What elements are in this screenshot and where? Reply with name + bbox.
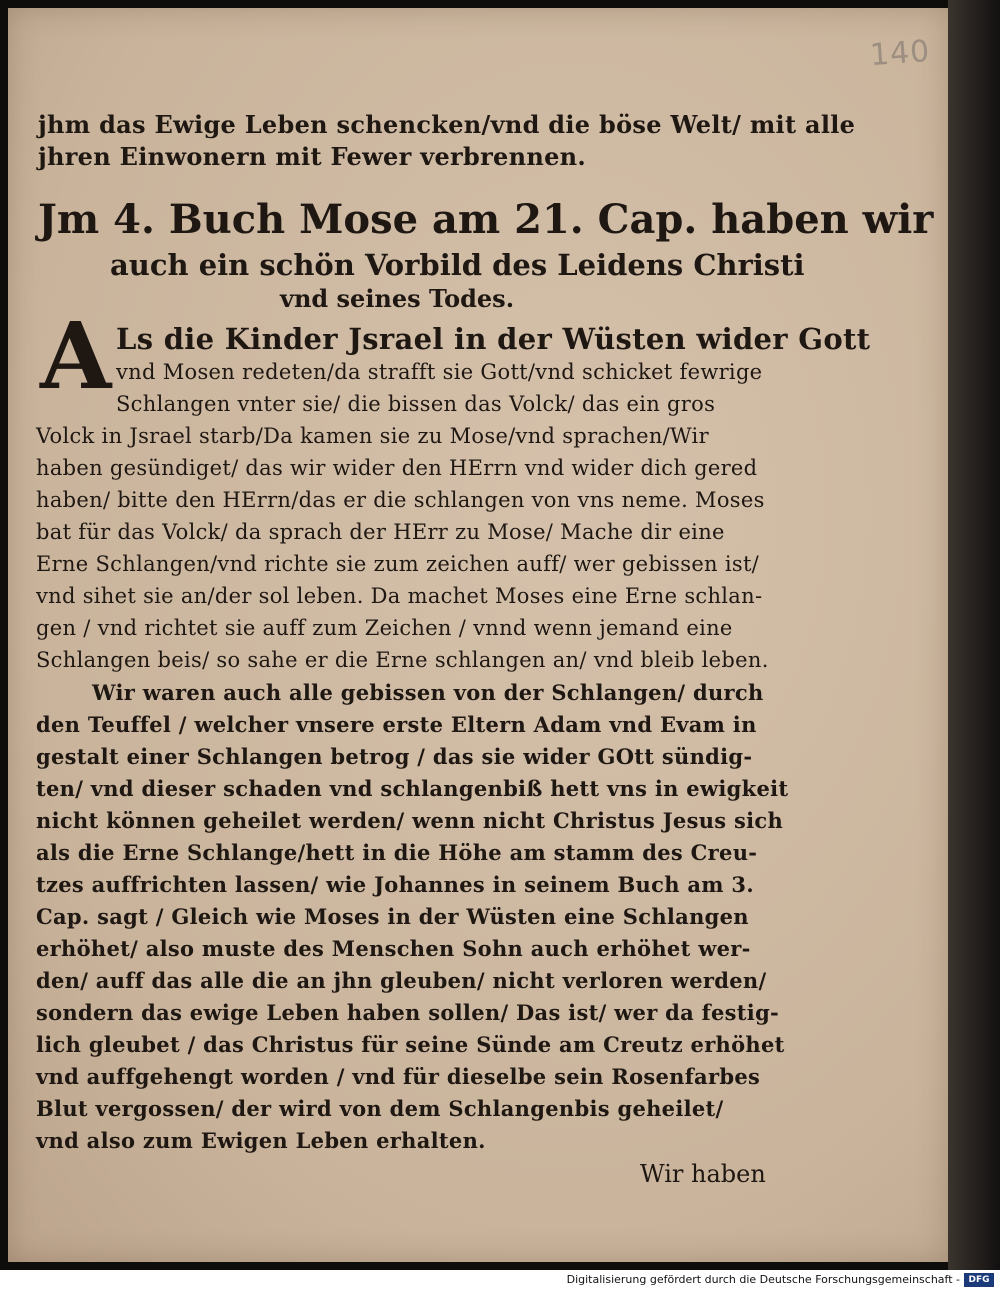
body-line: haben/ bitte den HErrn/das er die schlangen von vns neme. Moses (36, 488, 765, 512)
body-line: vnd sihet sie an/der sol leben. Da machet Moses eine Erne schlan- (36, 584, 763, 608)
chapter-heading-line-1: Jm 4. Buch Mose am 21. Cap. haben wir (38, 196, 934, 243)
body-line: nicht können geheilet werden/ wenn nicht Christus Jesus sich (36, 808, 784, 833)
chapter-heading-line-2: auch ein schön Vorbild des Leidens Christi (110, 248, 805, 282)
dfg-logo: DFG (964, 1273, 994, 1287)
body-line: Schlangen vnter sie/ die bissen das Volck/ das ein gros (116, 392, 716, 416)
funding-credit: Digitalisierung gefördert durch die Deutsche Forschungsgemeinschaft - (566, 1273, 960, 1286)
body-line: gen / vnd richtet sie auff zum Zeichen / vnnd wenn jemand eine (36, 616, 733, 640)
book-page (8, 8, 948, 1262)
body-line: den/ auff das alle die an jhn gleuben/ nicht verloren werden/ (36, 968, 767, 993)
body-line: vnd Mosen redeten/da strafft sie Gott/vnd schicket fewrige (116, 360, 763, 384)
book-gutter-shadow (948, 0, 1000, 1270)
intro-line: jhren Einwonern mit Fewer verbrennen. (38, 142, 587, 171)
footer-bar (0, 1270, 1000, 1290)
drop-cap-initial: A (40, 302, 112, 410)
body-line: vnd also zum Ewigen Leben erhalten. (36, 1128, 486, 1153)
body-line: Wir waren auch alle gebissen von der Schlangen/ durch (92, 680, 764, 705)
body-line: tzes auffrichten lassen/ wie Johannes in seinem Buch am 3. (36, 872, 754, 897)
body-line: erhöhet/ also muste des Menschen Sohn auch erhöhet wer- (36, 936, 751, 961)
catchword: Wir haben (640, 1160, 766, 1188)
body-line: bat für das Volck/ da sprach der HErr zu Mose/ Mache dir eine (36, 520, 725, 544)
body-line: haben gesündiget/ das wir wider den HErrn vnd wider dich gered (36, 456, 758, 480)
intro-line: jhm das Ewige Leben schencken/vnd die böse Welt/ mit alle (38, 110, 856, 139)
body-line: gestalt einer Schlangen betrog / das sie wider GOtt sündig- (36, 744, 753, 769)
body-line: Ls die Kinder Jsrael in der Wüsten wider Gott (116, 322, 871, 356)
body-line: Volck in Jsrael starb/Da kamen sie zu Mose/vnd sprachen/Wir (36, 424, 709, 448)
body-line: Blut vergossen/ der wird von dem Schlangenbis geheilet/ (36, 1096, 724, 1121)
page-number: 140 (868, 33, 932, 74)
body-line: den Teuffel / welcher vnsere erste Eltern Adam vnd Evam in (36, 712, 757, 737)
body-line: lich gleubet / das Christus für seine Sünde am Creutz erhöhet (36, 1032, 785, 1057)
body-line: Erne Schlangen/vnd richte sie zum zeichen auff/ wer gebissen ist/ (36, 552, 760, 576)
body-line: als die Erne Schlange/hett in die Höhe am stamm des Creu- (36, 840, 758, 865)
body-line: Schlangen beis/ so sahe er die Erne schlangen an/ vnd bleib leben. (36, 648, 769, 672)
body-line: ten/ vnd dieser schaden vnd schlangenbiß hett vns in ewigkeit (36, 776, 789, 801)
body-line: Cap. sagt / Gleich wie Moses in der Wüsten eine Schlangen (36, 904, 749, 929)
body-line: vnd auffgehengt worden / vnd für dieselbe sein Rosenfarbes (36, 1064, 761, 1089)
body-line: sondern das ewige Leben haben sollen/ Das ist/ wer da festig- (36, 1000, 780, 1025)
chapter-heading-line-3: vnd seines Todes. (280, 284, 515, 313)
